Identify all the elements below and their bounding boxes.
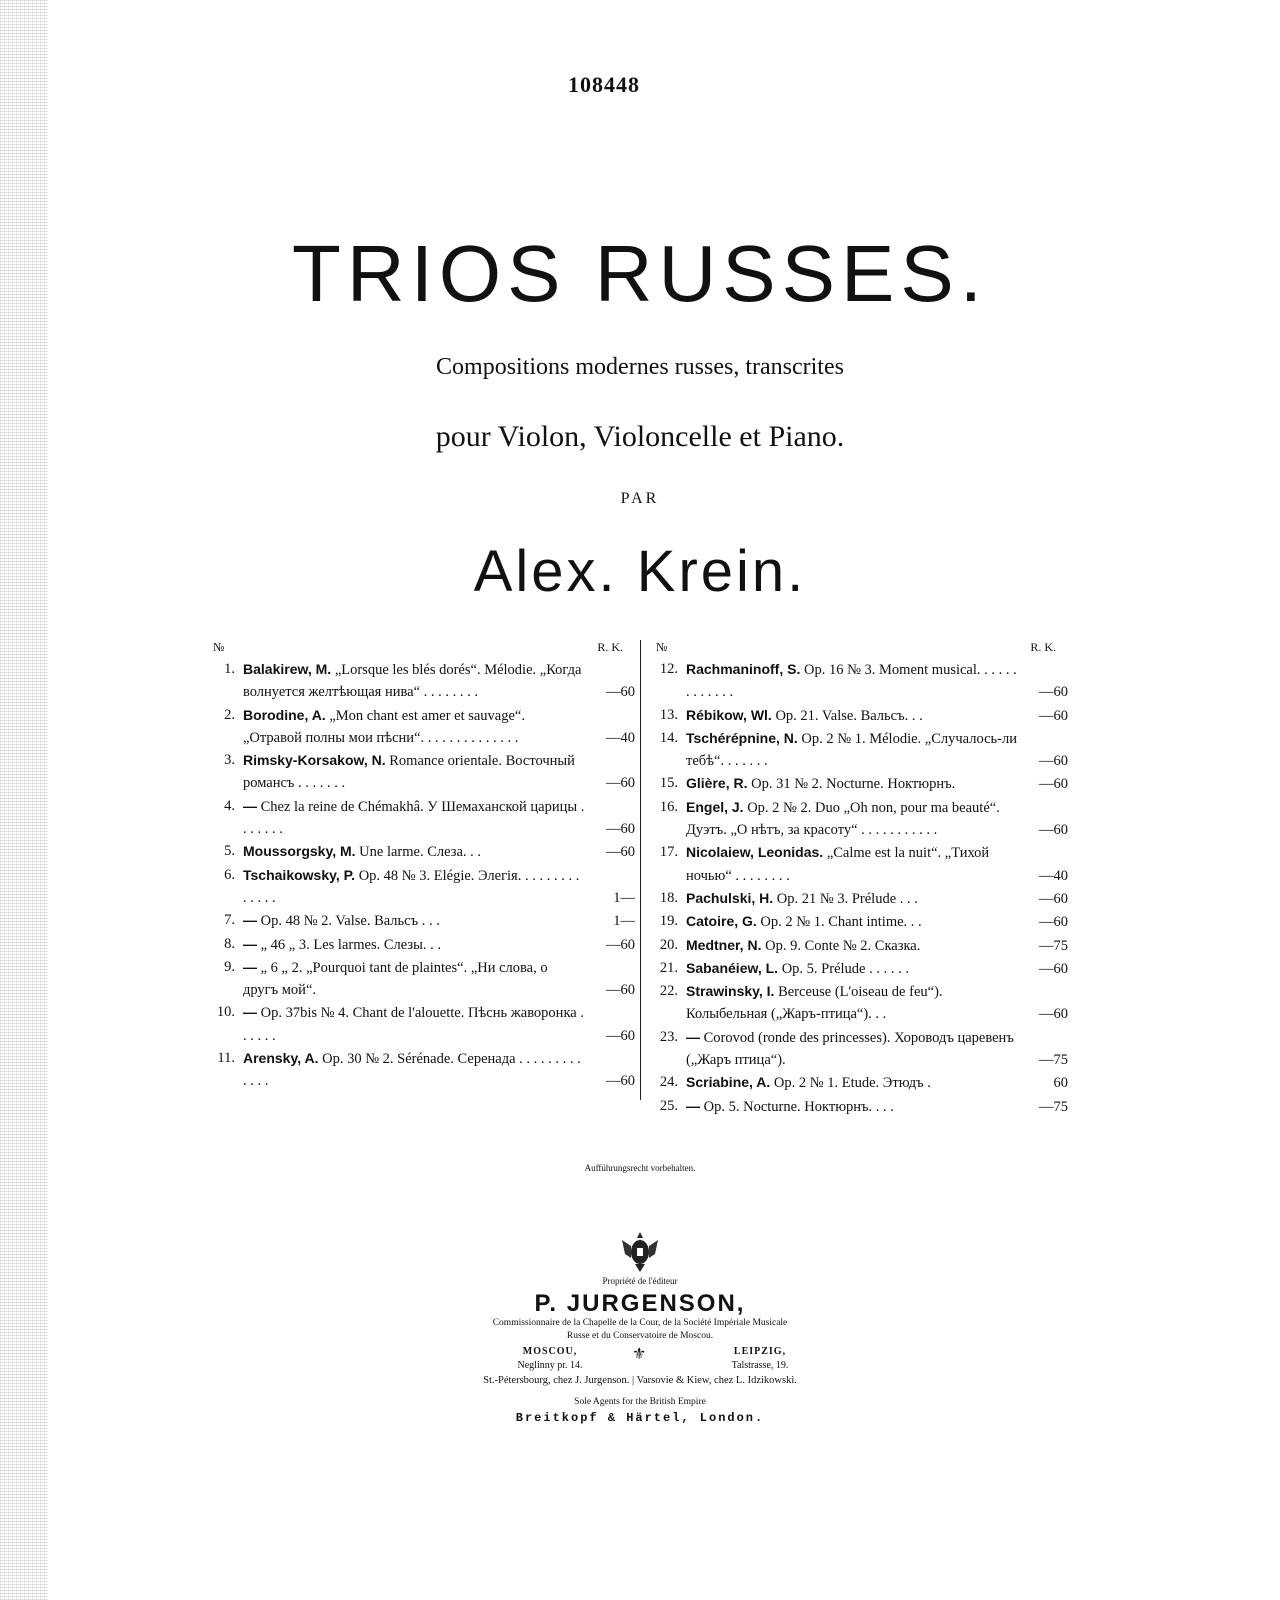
composer-name: Nicolaiew, Leonidas. <box>686 844 824 861</box>
entry-number: 1. <box>224 661 235 677</box>
entry-description <box>243 658 585 704</box>
work-title: Op. 16 № 3. Moment musical. . . . . . . . . . . . . <box>686 662 1017 701</box>
par-label: PAR <box>620 490 660 507</box>
entry-description <box>243 909 585 932</box>
entry-number: 6. <box>224 866 235 883</box>
entry-number: 12. <box>659 661 678 677</box>
entry-price: —60 <box>606 684 635 701</box>
composer-name: Rébikow, Wl. <box>686 706 772 723</box>
number-header: № <box>213 640 225 654</box>
list-item <box>648 1026 1068 1072</box>
proprietary-note: Propriété de l'éditeur <box>602 1276 678 1286</box>
entry-description <box>243 933 585 956</box>
list-item <box>648 704 1068 727</box>
entry-price: —60 <box>1039 822 1068 839</box>
entry-price: —60 <box>1039 776 1068 793</box>
right-entry-list <box>648 658 1068 1118</box>
composer-name: — <box>686 1028 700 1045</box>
entry-description <box>243 1001 585 1047</box>
entry-price: —60 <box>606 1027 635 1044</box>
entry-number: 20. <box>659 936 678 953</box>
author-name: Alex. Krein. <box>473 539 807 604</box>
entry-price: —60 <box>606 821 635 838</box>
entry-price: 60 <box>1053 1075 1068 1092</box>
number-header: № <box>656 640 668 654</box>
imperial-eagle-emblem <box>620 1228 660 1274</box>
entry-description <box>686 841 1018 887</box>
price-header: R. K. <box>1030 640 1056 654</box>
list-item <box>205 1001 635 1047</box>
entry-number: 17. <box>659 844 678 861</box>
list-item <box>648 934 1068 957</box>
entry-price: —60 <box>1039 1006 1068 1023</box>
left-entry-list <box>205 658 635 1093</box>
entry-description <box>243 749 585 795</box>
moscou-address: Neglinny pr. 14. <box>517 1360 583 1371</box>
subtitle-line-1: Compositions modernes russes, transcrites <box>436 354 844 380</box>
entry-description <box>686 957 1018 980</box>
list-item <box>205 933 635 956</box>
entry-price: —40 <box>606 729 635 746</box>
entry-price: —60 <box>1039 753 1068 770</box>
entry-price: —60 <box>1039 914 1068 931</box>
composer-name: Borodine, A. <box>243 706 326 723</box>
entry-price: —60 <box>606 844 635 861</box>
work-title: „ 6 „ 2. „Pourquoi tant de plaintes“. „Ни слова, о другъ мой“. <box>243 959 548 999</box>
entry-number: 24. <box>659 1074 678 1091</box>
list-item <box>648 727 1068 773</box>
list-item <box>205 795 635 841</box>
composer-name: Medtner, N. <box>686 936 762 953</box>
page-title: TRIOS RUSSES. <box>292 229 988 318</box>
entry-description <box>686 1071 1018 1094</box>
list-item <box>648 772 1068 795</box>
entry-number: 25. <box>659 1097 678 1114</box>
city-leipzig: LEIPZIG, <box>733 1346 787 1357</box>
list-item <box>205 1047 635 1093</box>
composer-name: Glière, R. <box>686 775 748 792</box>
composer-name: Balakirew, M. <box>243 661 332 677</box>
composer-name: Tschaikowsky, P. <box>243 866 356 883</box>
entry-price: —60 <box>606 775 635 792</box>
publisher-commission-line-1: Commissionnaire de la Chapelle de la Cour, de la Société Impériale Musicale <box>492 1318 788 1328</box>
entry-number: 16. <box>659 798 678 815</box>
list-item <box>648 910 1068 933</box>
composer-name: — <box>243 797 257 814</box>
entry-price: —60 <box>606 1073 635 1090</box>
composer-name: Tschérépnine, N. <box>686 729 798 746</box>
work-title: Op. 48 № 2. Valse. Вальсъ . . . <box>260 913 440 930</box>
entry-price: —60 <box>1039 960 1068 977</box>
work-title: Une larme. Слеза. . . <box>359 844 482 861</box>
composer-name: Engel, J. <box>686 798 744 815</box>
entry-description <box>243 864 585 910</box>
publisher-name: P. JURGENSON, <box>534 1290 746 1317</box>
work-title: „Mon chant est amer et sauvage“. „Отравой полны мои пѣсни“. . . . . . . . . . . . . . <box>243 707 525 746</box>
entry-price: —75 <box>1039 1098 1068 1115</box>
branch-offices: St.-Pétersbourg, chez J. Jurgenson. | Varsovie & Kiew, chez L. Idzikowski. <box>483 1375 797 1386</box>
list-item <box>205 749 635 795</box>
work-title: „Lorsque les blés dorés“. Mélodie. „Когда волнуется желтѣющая нива“ . . . . . . . . <box>243 662 582 701</box>
entry-number: 10. <box>216 1004 235 1021</box>
work-title: Op. 48 № 3. Elégie. Элегія. . . . . . . . . . . . . . <box>243 867 580 906</box>
entry-number: 8. <box>224 935 235 952</box>
composer-name: Arensky, A. <box>243 1050 319 1067</box>
entry-number: 14. <box>659 729 678 746</box>
publisher-commission-line-2: Russe et du Conservatoire de Moscou. <box>566 1331 714 1341</box>
composer-name: Catoire, G. <box>686 913 757 930</box>
work-title: Chez la reine de Chémakhâ. У Шемаханской царицы . . . . . . . <box>243 798 585 838</box>
composer-name: Rimsky-Korsakow, N. <box>243 752 386 769</box>
column-header <box>205 636 635 658</box>
entry-number: 18. <box>659 889 678 906</box>
entry-description <box>686 772 1018 795</box>
list-item <box>205 840 635 863</box>
entry-description <box>243 1047 585 1093</box>
city-moscou: MOSCOU, <box>522 1346 578 1357</box>
entry-description <box>686 910 1018 933</box>
work-title: Op. 2 № 1. Mélodie. „Случалось-ли тебѣ“. . . . . . . <box>686 730 1017 770</box>
composer-name: Pachulski, H. <box>686 889 774 906</box>
work-title: Op. 9. Conte № 2. Сказка. <box>765 937 921 954</box>
entry-price: —60 <box>1039 707 1068 724</box>
entry-number: 5. <box>224 843 235 860</box>
work-title: Op. 2 № 1. Etude. Этюдъ . <box>773 1075 931 1092</box>
entry-description <box>686 887 1018 910</box>
contents-right-column <box>648 636 1068 1118</box>
entry-price: —60 <box>1039 890 1068 907</box>
work-title: Op. 37bis № 4. Chant de l'alouette. Пѣснь жаворонка . . . . . . <box>243 1005 584 1044</box>
entry-price: —60 <box>1039 684 1068 701</box>
list-item <box>648 957 1068 980</box>
entry-description <box>243 704 585 750</box>
entry-number: 11. <box>217 1050 235 1067</box>
entry-description <box>243 795 585 841</box>
column-header <box>648 636 1068 658</box>
entry-number: 21. <box>659 959 678 976</box>
list-item <box>648 1071 1068 1094</box>
list-item <box>205 704 635 750</box>
work-title: Op. 30 № 2. Sérénade. Серенада . . . . . . . . . . . . . <box>243 1051 581 1090</box>
entry-description <box>686 934 1018 957</box>
entry-number: 7. <box>224 912 235 929</box>
work-title: Op. 2 № 2. Duo „Oh non, pour ma beauté“. Дуэтъ. „О нѣтъ, за красоту“ . . . . . . . . . . . <box>686 799 1000 839</box>
entry-description <box>686 980 1018 1026</box>
entry-number: 15. <box>659 775 678 792</box>
work-title: „Calme est la nuit“. „Тихой ночью“ . . . . . . . . <box>686 845 990 884</box>
entry-price: —75 <box>1039 1052 1068 1069</box>
entry-number: 2. <box>224 706 235 723</box>
work-title: Op. 31 № 2. Nocturne. Ноктюрнъ. <box>751 776 956 793</box>
entry-price: —40 <box>1039 867 1068 884</box>
composer-name: Moussorgsky, M. <box>243 843 356 860</box>
composer-name: Sabanéiew, L. <box>686 959 779 976</box>
entry-price: —60 <box>606 936 635 953</box>
list-item <box>648 841 1068 887</box>
list-item <box>648 980 1068 1026</box>
list-item <box>648 796 1068 842</box>
entry-number: 4. <box>224 797 235 814</box>
composer-name: Rachmaninoff, S. <box>686 661 801 677</box>
plate-number: 108448 <box>568 72 640 97</box>
work-title: Corovod (ronde des princesses). Хороводъ царевенъ („Жаръ птица“). <box>686 1029 1014 1069</box>
list-item <box>205 956 635 1002</box>
entry-number: 22. <box>659 983 678 1000</box>
entry-number: 3. <box>224 752 235 769</box>
list-item <box>648 658 1068 704</box>
work-title: Op. 5. Nocturne. Ноктюрнъ. . . . <box>703 1098 894 1115</box>
entry-number: 9. <box>224 958 235 975</box>
list-item <box>205 909 635 932</box>
work-title: Op. 21 № 3. Prélude . . . <box>776 890 918 907</box>
work-title: „ 46 „ 3. Les larmes. Слезы. . . <box>260 936 441 953</box>
composer-name: Scriabine, A. <box>686 1074 771 1091</box>
sole-agents-note: Sole Agents for the British Empire <box>574 1397 706 1407</box>
composer-name: — <box>686 1097 700 1114</box>
subtitle-line-2: pour Violon, Violoncelle et Piano. <box>435 420 845 453</box>
entry-description <box>686 1026 1018 1072</box>
work-title: Op. 21. Valse. Вальсъ. . . <box>775 707 923 724</box>
work-title: Romance orientale. Восточный романсъ . . . . . . . <box>243 753 575 792</box>
work-title: Berceuse (L'oiseau de feu“). Колыбельная („Жаръ-птица“). . . <box>686 984 943 1023</box>
entry-description <box>243 956 585 1002</box>
work-title: Op. 2 № 1. Chant intime. . . <box>760 914 922 931</box>
entry-description <box>686 658 1018 704</box>
composer-name: — <box>243 1004 257 1021</box>
list-item <box>205 864 635 910</box>
entry-number: 19. <box>659 913 678 930</box>
performance-rights-note: Aufführungsrecht vorbehalten. <box>584 1163 696 1173</box>
work-title: Op. 5. Prélude . . . . . . <box>781 960 909 977</box>
entry-description <box>686 704 1018 727</box>
composer-name: — <box>243 912 257 929</box>
entry-number: 13. <box>659 706 678 723</box>
london-agent: Breitkopf & Härtel, London. <box>515 1411 765 1425</box>
list-item <box>648 887 1068 910</box>
entry-description <box>686 1095 1018 1118</box>
lyre-ornament-icon: ⚜ <box>632 1346 647 1363</box>
contents-left-column <box>205 636 635 1093</box>
list-item <box>205 658 635 704</box>
entry-description <box>686 796 1018 842</box>
column-divider <box>640 640 641 1100</box>
entry-price: —75 <box>1039 937 1068 954</box>
composer-name: — <box>243 958 257 975</box>
composer-name: — <box>243 935 257 952</box>
price-header: R. K. <box>597 640 623 654</box>
entry-description <box>243 840 585 863</box>
leipzig-address: Talstrasse, 19. <box>731 1360 789 1371</box>
entry-number: 23. <box>659 1028 678 1045</box>
entry-price: —60 <box>606 982 635 999</box>
list-item <box>648 1095 1068 1118</box>
entry-description <box>686 727 1018 773</box>
entry-price: 1— <box>613 889 635 906</box>
entry-price: 1— <box>613 913 635 930</box>
composer-name: Strawinsky, I. <box>686 983 775 1000</box>
